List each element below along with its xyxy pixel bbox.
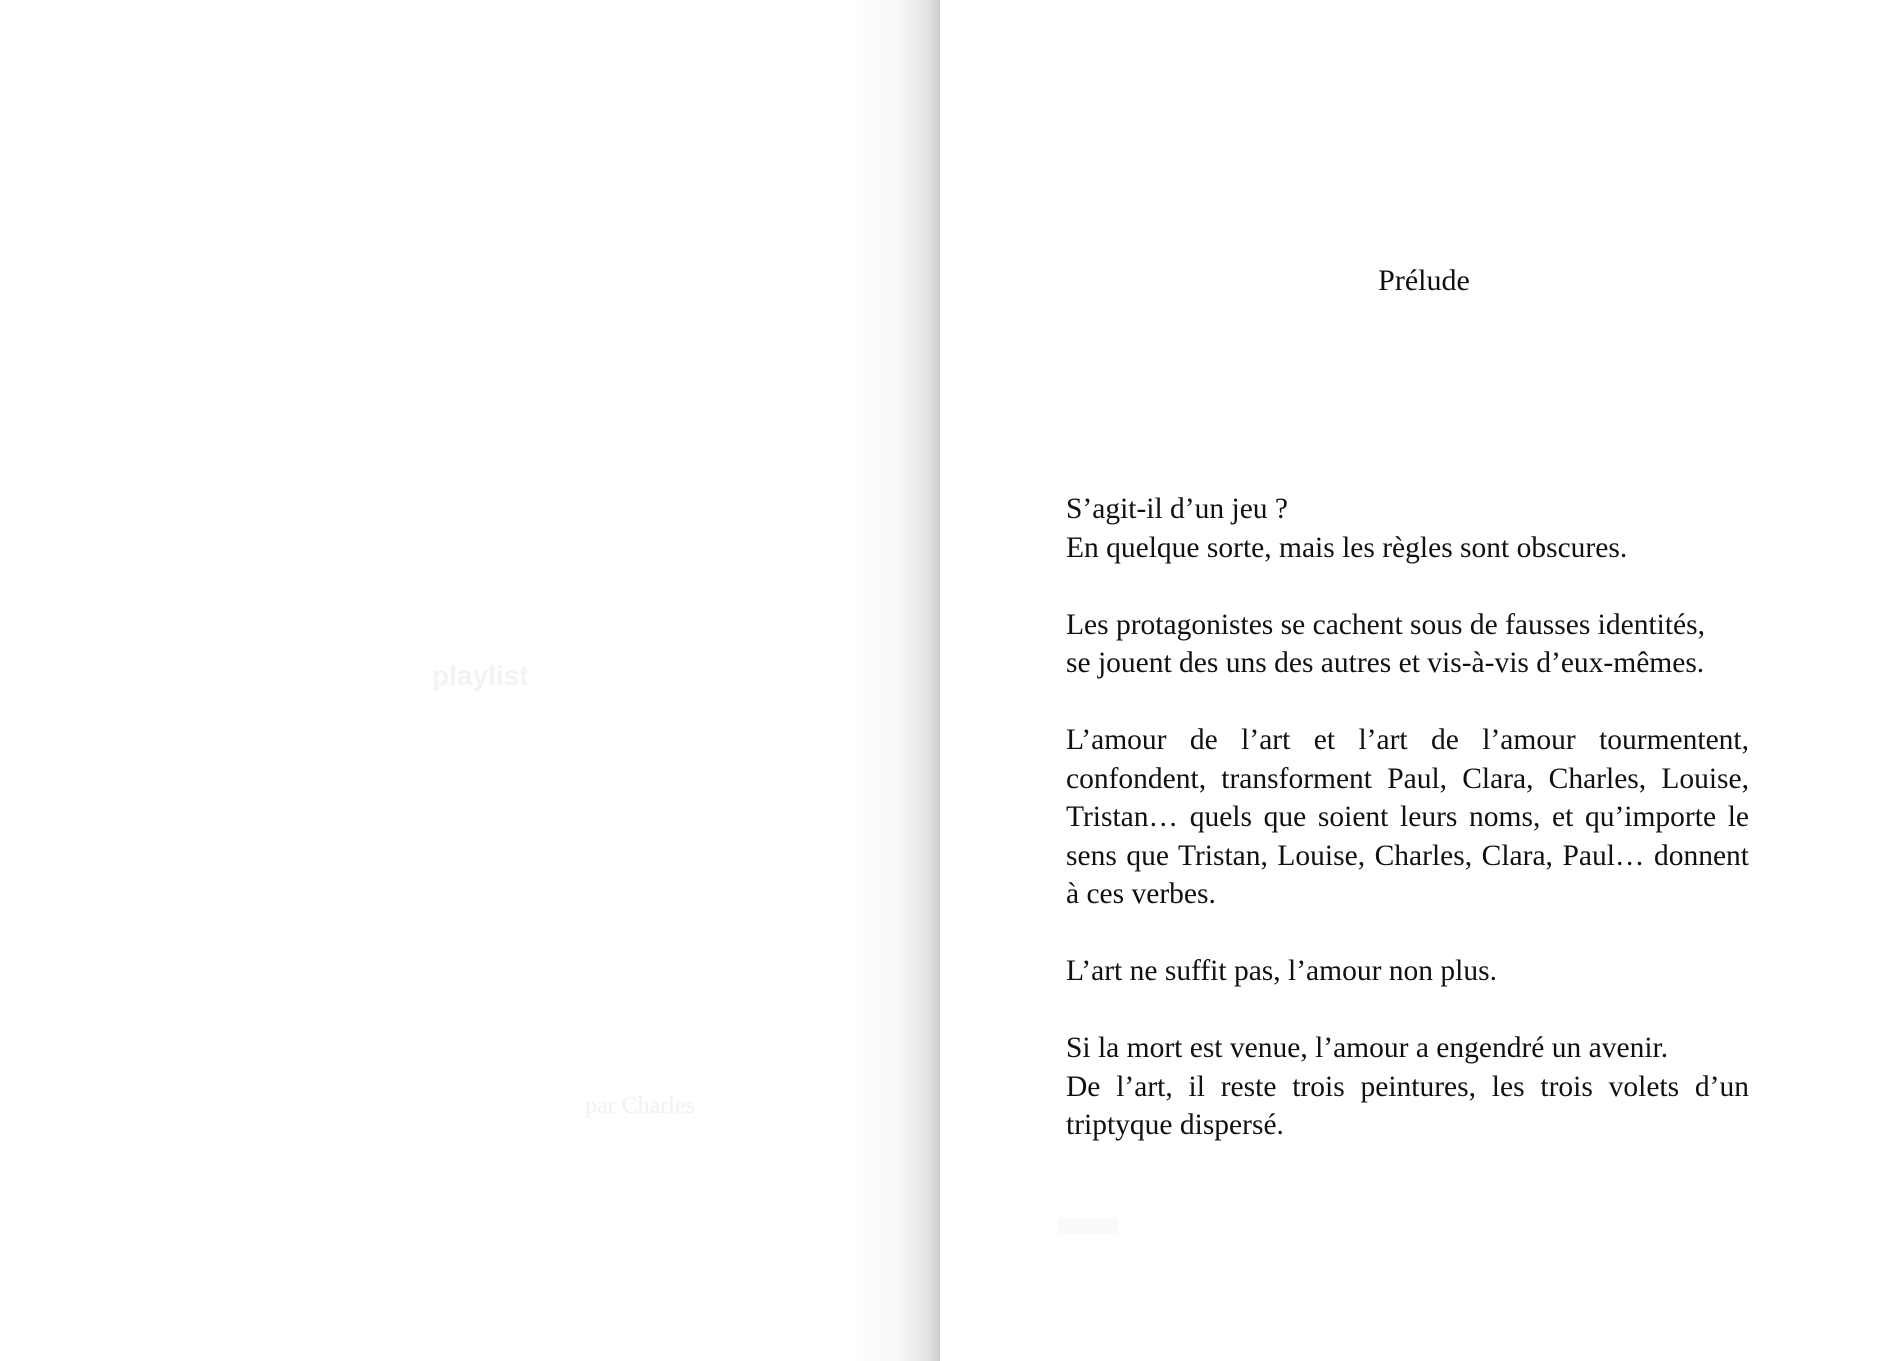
faint-heading: playlist (432, 660, 529, 691)
text-line: En quelque sorte, mais les règles sont obscures. (1066, 531, 1628, 564)
faint-author: par Charles (585, 1093, 695, 1119)
text-line: Les protagonistes se cachent sous de fausses identités, (1066, 608, 1706, 641)
text-line: Si la mort est venue, l’amour a engendré un avenir. (1066, 1032, 1669, 1064)
paragraph (1066, 1029, 1749, 1145)
chapter-title: Prélude (1378, 264, 1470, 297)
text-line: L’art ne suffit pas, l’amour non plus. (1066, 955, 1497, 987)
paragraph (1066, 490, 1749, 567)
body-text (1066, 490, 1749, 1183)
right-page (940, 0, 1878, 1361)
text-line: De l’art, il reste trois peintures, les trois volets d’un triptyque dispersé. (1066, 1070, 1749, 1141)
paragraph (1066, 952, 1749, 991)
text-line: S’agit-il d’un jeu ? (1066, 493, 1289, 525)
paragraph: L’amour de l’art et l’art de l’amour tourmentent, confondent, transforment Paul, Clara, Charles, Louise, Tristan… quels que soient leurs noms, et qu’importe le sens que Tristan, Louise, Charles, Clara, Paul… donnent à ces verbes. (1066, 724, 1749, 910)
text-line: se jouent des uns des autres et vis-à-vis d’eux-mêmes. (1066, 647, 1705, 679)
faint-mark (1058, 1218, 1118, 1234)
gutter-shadow (850, 0, 940, 1361)
paragraph (1066, 606, 1749, 683)
